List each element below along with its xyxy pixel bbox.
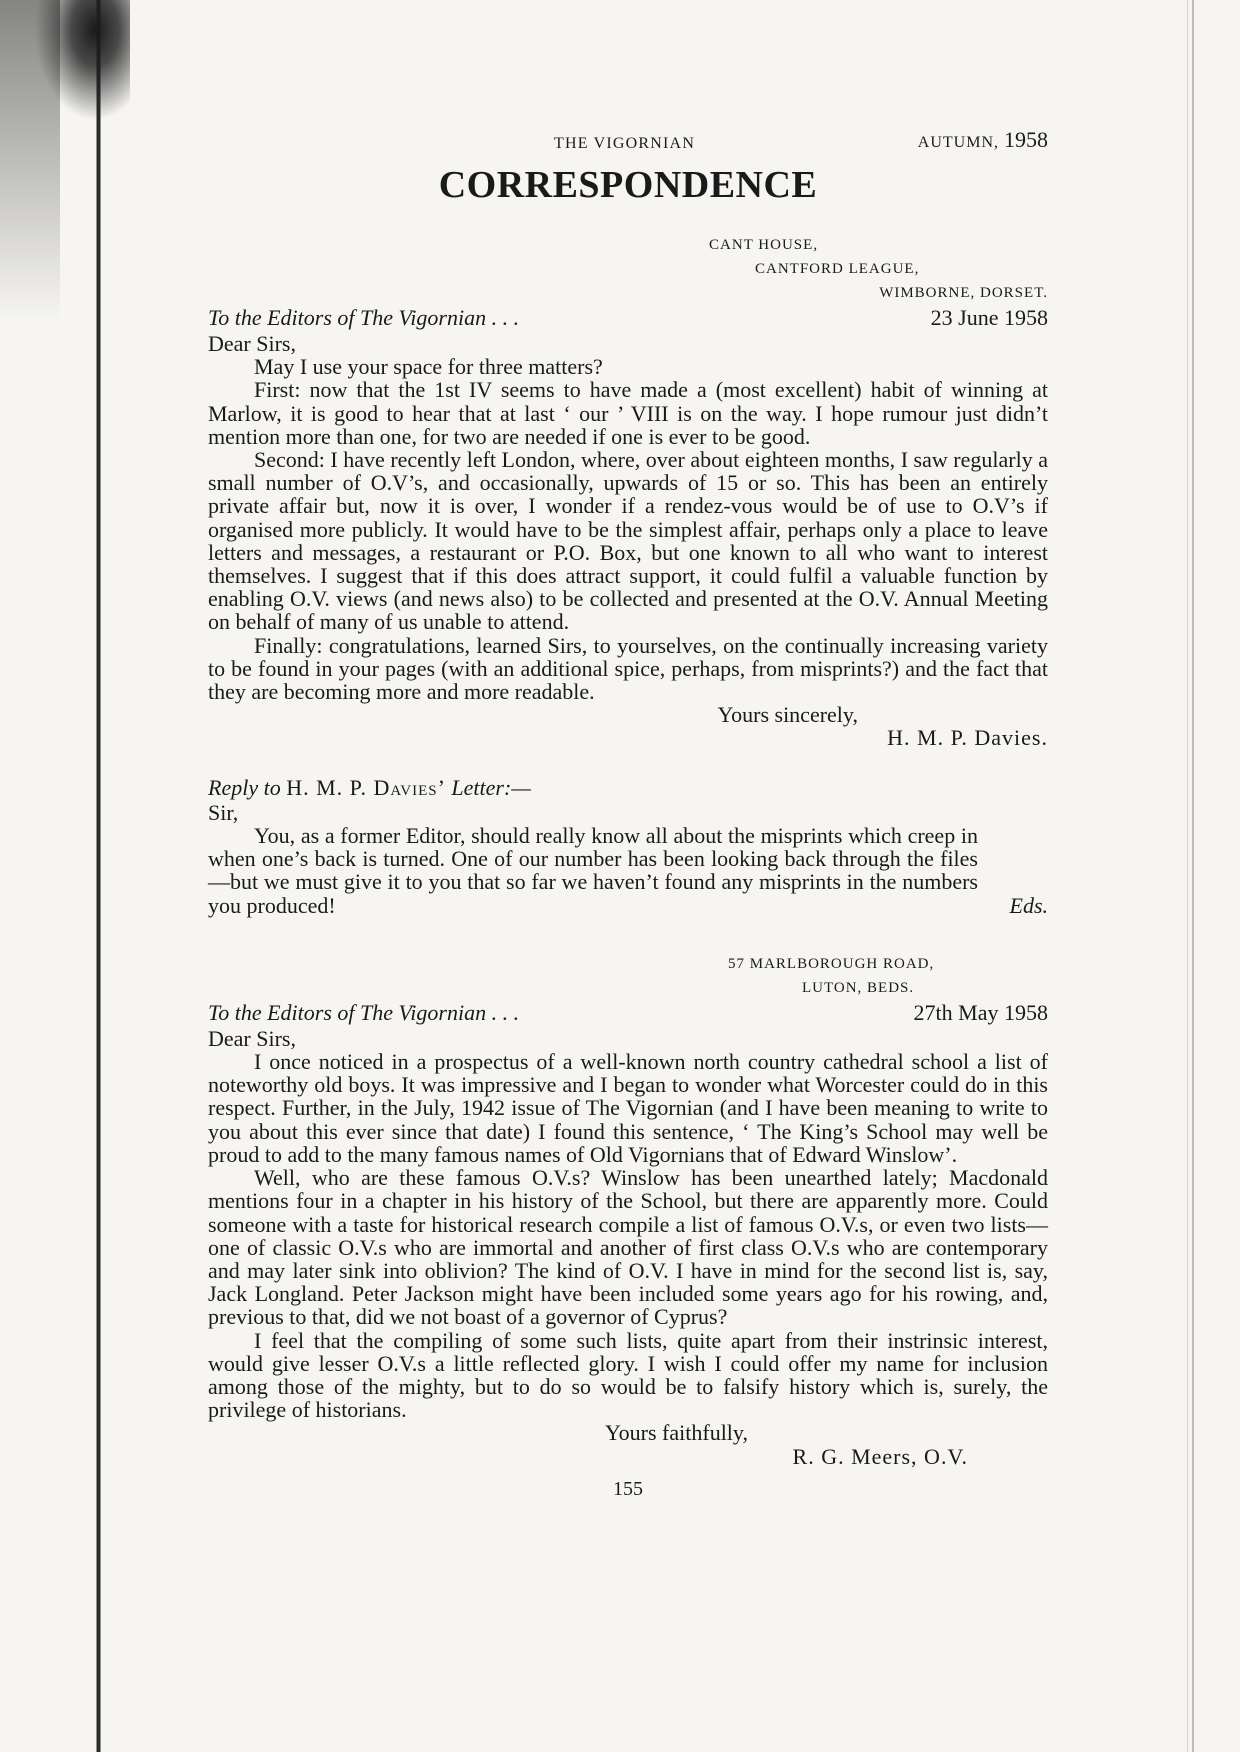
letter1-paragraph-4: Finally: congratulations, learned Sirs, to yourselves, on the continually increasing variety to be found in your pages (with an additional spice, perhaps, from misprints?) and the fact that they are becoming more and more readable. [208,632,1048,705]
letter1-address [208,234,1048,306]
letter1-header [208,306,1048,330]
letter-date: 23 June 1958 [930,305,1048,330]
running-head [208,128,1048,154]
page [208,128,1048,1501]
address-line: 57 MARLBOROUGH ROAD, [728,955,935,972]
reply-heading-suffix: Letter:— [451,774,531,800]
signature: H. M. P. Davies. [887,725,1048,751]
reply-salutation: Sir, [208,799,239,825]
page-number: 155 [613,1477,643,1500]
letter2-address [208,953,1048,1001]
issue-date [918,128,1048,154]
letter-date: 27th May 1958 [913,999,1048,1025]
address-line: CANT HOUSE, [709,237,819,253]
address-line: WIMBORNE, DORSET. [879,285,1048,301]
addressee: To the Editors of The Vigornian . . . [208,999,520,1025]
issue-year: 1958 [1004,127,1048,152]
letter2-paragraph-1: I once noticed in a prospectus of a well-known north country cathedral school a list of noteworthy old boys. It was impressive and I began to wonder what Worcester could do in this respect. Further, in the July, 1942 issue of The Vigornian (and I have been meaning to write to you about this ever since that date) I found this sentence, ‘ The King’s School may well be proud to add to the many famous names of Old Vigornians that of Edward Winslow’. [208,1049,1048,1167]
binding-fade [0,0,60,320]
reply-body: You, as a former Editor, should really know all about the misprints which creep in when one’s back is turned. One of our number has been looking back through the files—but we must give it to you that so far we haven’t found any misprints in the numbers you produced! [208,823,978,918]
letter1-paragraph-2: First: now that the 1st IV seems to have made a (most excellent) habit of winning at Marlow, it is good to hear that at last ‘ our ’ VIII is on the way. I hope rumour just didn’t mention more than one, for two are needed if one is ever to be good. [208,377,1048,449]
closing: Yours faithfully, [604,1420,748,1446]
addressee: To the Editors of The Vigornian . . . [208,305,520,330]
closing: Yours sincerely, [717,702,858,728]
publication-name: THE VIGORNIAN [554,135,696,152]
salutation: Dear Sirs, [208,1025,296,1051]
page-title: CORRESPONDENCE [438,164,818,206]
address-line: CANTFORD LEAGUE, [755,261,920,277]
letter1-paragraph-1: May I use your space for three matters? [254,354,603,380]
reply-signoff: Eds. [1009,892,1048,918]
letter2-paragraph-3: I feel that the compiling of some such lists, quite apart from their instrinsic interest, would give lesser O.V.s a little reflected glory. I wish I could offer my name for inclusion among those of the mighty, but to do so would be to falsify history which is, surely, the privilege of historians. [208,1327,1048,1423]
signature: R. G. Meers, O.V. [792,1443,968,1469]
salutation: Dear Sirs, [208,331,296,356]
reply-heading [208,776,1048,799]
letter2-paragraph-2: Well, who are these famous O.V.s? Winslow has been unearthed lately; Macdonald mentions four in a chapter in his history of the School, but there are apparently more. Could someone with a taste for historical research compile a list of famous O.V.s, or even two lists—one of classic O.V.s who are immortal and another of first class O.V.s who are contemporary and may later sink into oblivion? The kind of O.V. I have in mind for the second list is, say, Jack Longland. Peter Jackson might have been included some years ago for his rowing, and, previous to that, did we not boast of a governor of Cyprus? [208,1165,1048,1330]
reply-heading-name: H. M. P. Davies’ [286,774,446,800]
issue-season: AUTUMN, [917,134,999,151]
letter2-header [208,1001,1048,1025]
reply-body-container [208,824,1048,917]
reply-heading-prefix: Reply to [208,774,281,800]
page-edge-line [1192,0,1194,1752]
letter1-paragraph-3: Second: I have recently left London, where, over about eighteen months, I saw regularly a small number of O.V’s, and occasionally, upwards of 15 or so. This has been an entirely private affair but, now it is over, I wonder if a rendez-vous would be of use to O.V’s if organised more publicly. It would have to be the simplest affair, perhaps only a place to leave letters and messages, a restaurant or P.O. Box, but one known to all who want to interest themselves. I suggest that if this does attract support, it could fulfil a valuable function by enabling O.V. views (and news also) to be collected and presented at the O.V. Annual Meeting on behalf of many of us unable to attend. [208,447,1048,635]
address-line: LUTON, BEDS. [802,979,915,996]
page-edge-line-inner [1187,0,1188,1752]
